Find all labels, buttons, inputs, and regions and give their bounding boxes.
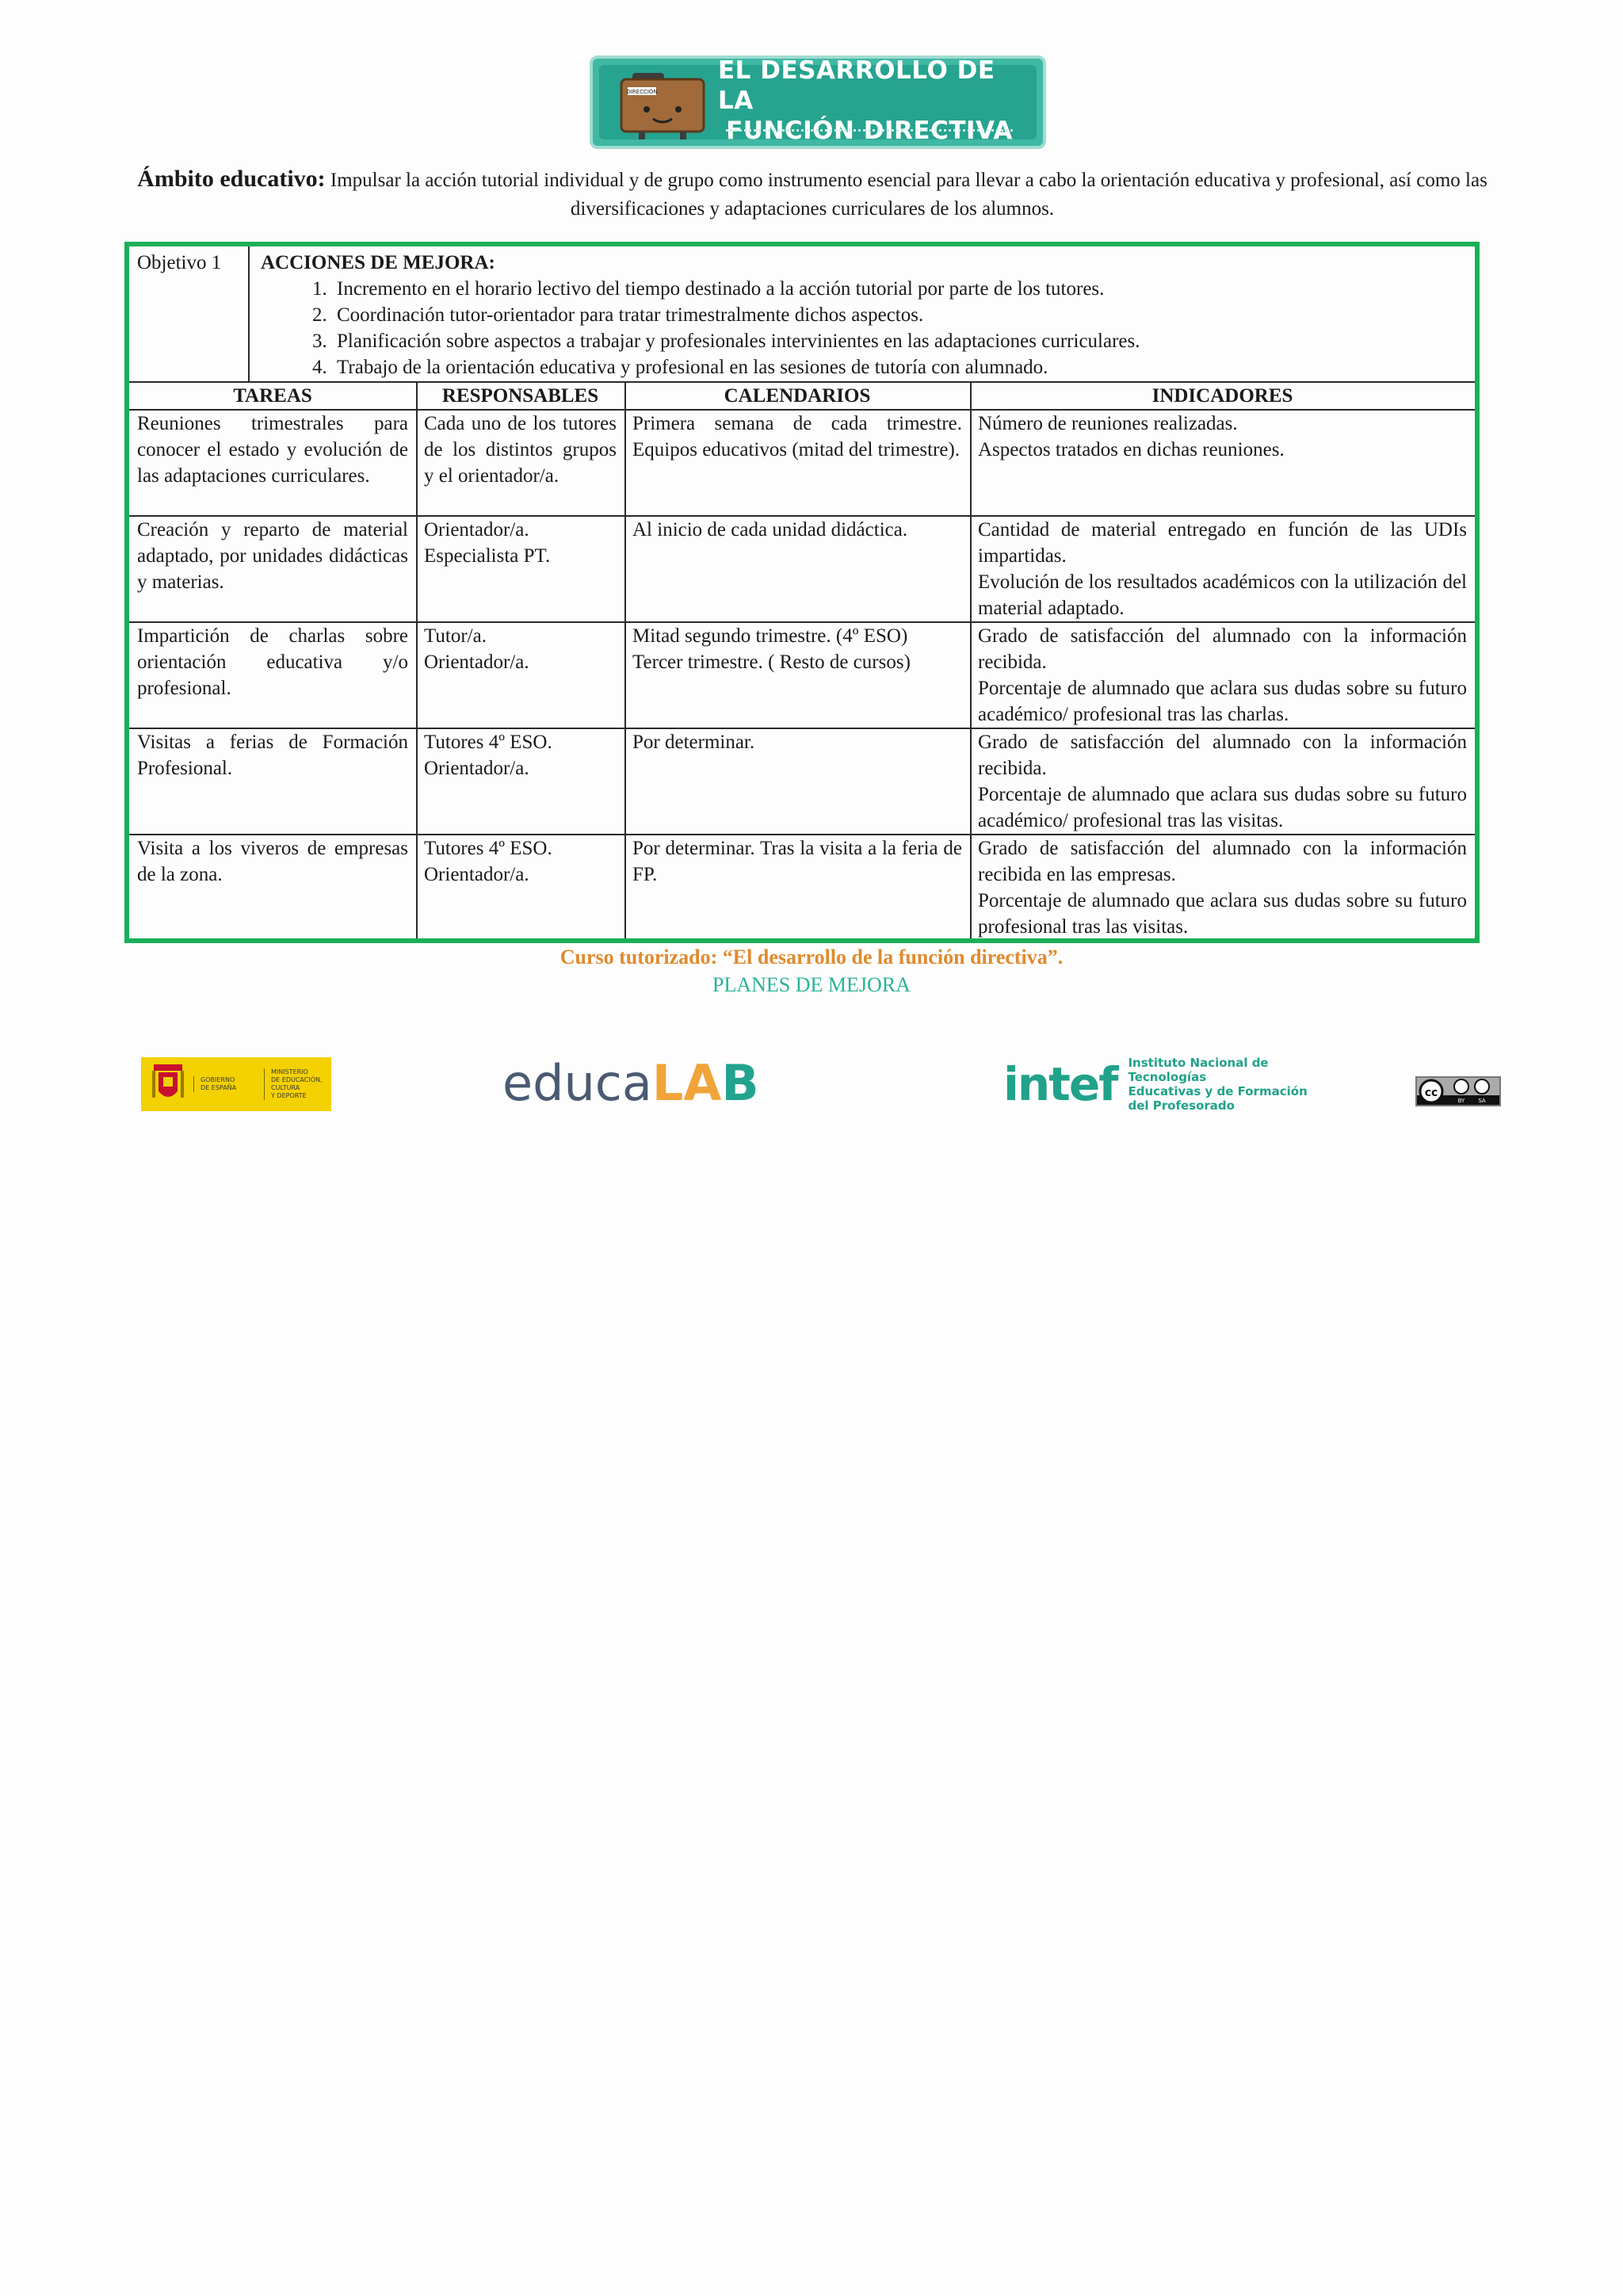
responsable-line: Orientador/a. bbox=[424, 864, 529, 885]
gobierno-line: GOBIERNO bbox=[200, 1076, 235, 1083]
table-row bbox=[632, 835, 962, 888]
ministerio-line: Y DEPORTE bbox=[271, 1092, 307, 1099]
educalab-logo bbox=[502, 1052, 759, 1115]
responsable-line: Orientador/a. bbox=[424, 651, 529, 673]
table-row bbox=[632, 729, 962, 755]
indicador-line: Cantidad de material entregado en función de las UDIs impartidas. bbox=[978, 519, 1467, 567]
table-row bbox=[424, 729, 617, 781]
table-row bbox=[424, 517, 617, 569]
briefcase-badge: DIRECCIÓN bbox=[626, 89, 658, 95]
accion-item: 3. Planificación sobre aspectos a trabajar y profesionales intervinientes en las adaptaciones curriculares. bbox=[332, 328, 1467, 354]
accion-item: 4. Trabajo de la orientación educativa y profesional en las sesiones de tutoría con alumnado. bbox=[332, 354, 1467, 380]
indicador-line: Evolución de los resultados académicos con la utilización del material adaptado. bbox=[978, 571, 1467, 619]
calendario-line: Tercer trimestre. ( Resto de cursos) bbox=[632, 651, 911, 673]
responsable-line: Orientador/a. bbox=[424, 519, 529, 541]
table-row bbox=[424, 835, 617, 888]
ministerio-line: MINISTERIO bbox=[271, 1068, 308, 1075]
intef-desc-line: del Profesorado bbox=[1128, 1098, 1235, 1113]
gobierno-logo bbox=[141, 1057, 331, 1111]
tarea-cell: Visita a los viveros de empresas de la zona. bbox=[137, 838, 408, 885]
course-banner bbox=[590, 55, 1046, 149]
table-row bbox=[424, 623, 617, 675]
table-row bbox=[632, 411, 962, 463]
educalab-educa: educa bbox=[502, 1054, 652, 1112]
objective-divider bbox=[248, 246, 250, 381]
gobierno-line: DE ESPAÑA bbox=[200, 1084, 237, 1091]
educalab-la: LA bbox=[651, 1054, 722, 1112]
intef-desc-line: Instituto Nacional de Tecnologías bbox=[1128, 1056, 1269, 1084]
table-row bbox=[632, 517, 962, 543]
educalab-b: B bbox=[721, 1054, 759, 1112]
column-divider bbox=[624, 381, 626, 938]
intef-logo bbox=[1003, 1056, 1310, 1113]
calendario-line: Mitad segundo trimestre. (4º ESO) bbox=[632, 625, 908, 647]
tarea-cell: Reuniones trimestrales para conocer el estado y evolución de las adaptaciones curriculares. bbox=[137, 413, 408, 487]
tarea-cell: Creación y reparto de material adaptado, por unidades didácticas y materias. bbox=[137, 519, 408, 593]
intef-description bbox=[1128, 1056, 1310, 1113]
banner-title-line1: EL DESARROLLO DE LA bbox=[718, 56, 995, 115]
calendario-cell: Por determinar. bbox=[632, 732, 755, 753]
table-row bbox=[632, 623, 962, 675]
table-row bbox=[137, 623, 408, 701]
ambito-text: Impulsar la acción tutorial individual y de grupo como instrumento esencial para llevar a cabo la orientación educativa y profesional, así como las diversificaciones y adaptaciones curriculares de los alumnos. bbox=[325, 170, 1487, 220]
table-row bbox=[978, 729, 1467, 834]
header-calendarios: CALENDARIOS bbox=[724, 385, 871, 407]
curso-tutorizado: Curso tutorizado: “El desarrollo de la función directiva”. bbox=[559, 946, 1064, 968]
acciones-title: ACCIONES DE MEJORA: bbox=[261, 252, 495, 273]
header-indicadores: INDICADORES bbox=[1151, 385, 1293, 407]
ministerio-text bbox=[264, 1068, 327, 1100]
banner-inner bbox=[599, 56, 1037, 145]
indicador-line: Grado de satisfacción del alumnado con la información recibida en las empresas. bbox=[978, 838, 1467, 885]
banner-title-line2: FUNCIÓN DIRECTIVA bbox=[726, 117, 1013, 145]
coat-of-arms-icon bbox=[151, 1063, 185, 1106]
table-row bbox=[978, 411, 1467, 463]
calendario-cell: Por determinar. Tras la visita a la feria de FP. bbox=[632, 838, 962, 885]
table-row bbox=[978, 835, 1467, 940]
table-row bbox=[978, 623, 1467, 728]
calendario-cell: Al inicio de cada unidad didáctica. bbox=[632, 519, 908, 541]
cc-by-sa-icon bbox=[1415, 1076, 1501, 1106]
table-row bbox=[137, 729, 408, 781]
ambito-label: Ámbito educativo: bbox=[137, 166, 326, 192]
header-tareas: TAREAS bbox=[233, 385, 312, 407]
planes-de-mejora: PLANES DE MEJORA bbox=[712, 973, 911, 996]
svg-text:cc: cc bbox=[1424, 1087, 1438, 1099]
indicador-line: Número de reuniones realizadas. bbox=[978, 413, 1238, 434]
plan-table bbox=[124, 242, 1480, 943]
cc-by-label: BY bbox=[1457, 1098, 1465, 1104]
indicador-line: Grado de satisfacción del alumnado con la información recibida. bbox=[978, 732, 1467, 779]
intef-desc-line: Educativas y de Formación bbox=[1128, 1084, 1308, 1098]
indicador-line: Grado de satisfacción del alumnado con la información recibida. bbox=[978, 625, 1467, 673]
responsable-line: Tutores 4º ESO. bbox=[424, 838, 552, 859]
table-row bbox=[137, 835, 408, 888]
indicador-line: Aspectos tratados en dichas reuniones. bbox=[978, 439, 1285, 460]
responsable-line: Tutores 4º ESO. bbox=[424, 732, 552, 753]
cc-by-sa-badge bbox=[1417, 1078, 1499, 1105]
banner-title bbox=[718, 56, 1021, 145]
responsable-line: Orientador/a. bbox=[424, 758, 529, 779]
responsables-cell: Cada uno de los tutores de los distintos grupos y el orientador/a. bbox=[424, 413, 617, 487]
ministerio-line: DE EDUCACIÓN, CULTURA bbox=[271, 1076, 323, 1091]
gobierno-text bbox=[193, 1076, 256, 1092]
ambito-educativo-paragraph bbox=[127, 165, 1498, 223]
table-row bbox=[424, 411, 617, 489]
tarea-cell: Impartición de charlas sobre orientación educativa y/o profesional. bbox=[137, 625, 408, 699]
indicador-line: Porcentaje de alumnado que aclara sus dudas sobre su futuro profesional tras las visitas. bbox=[978, 890, 1467, 938]
responsable-line: Especialista PT. bbox=[424, 545, 551, 567]
accion-item: 1. Incremento en el horario lectivo del tiempo destinado a la acción tutorial por parte de los tutores. bbox=[332, 276, 1467, 302]
column-divider bbox=[970, 381, 972, 938]
intef-wordmark: intef bbox=[1003, 1057, 1117, 1111]
header-responsables: RESPONSABLES bbox=[441, 385, 599, 407]
responsable-line: Tutor/a. bbox=[424, 625, 487, 647]
acciones-de-mejora bbox=[261, 250, 1467, 380]
tarea-cell: Visitas a ferias de Formación Profesional. bbox=[137, 732, 408, 779]
indicador-line: Porcentaje de alumnado que aclara sus dudas sobre su futuro académico/ profesional tras las visitas. bbox=[978, 784, 1467, 831]
briefcase-character-icon bbox=[615, 68, 710, 141]
acciones-list bbox=[261, 276, 1467, 380]
accion-item: 2. Coordinación tutor-orientador para tratar trimestralmente dichos aspectos. bbox=[332, 302, 1467, 328]
objective-label: Objetivo 1 bbox=[137, 252, 222, 273]
cc-sa-label: SA bbox=[1478, 1098, 1486, 1104]
educalab-lab bbox=[652, 1054, 759, 1112]
calendario-cell: Primera semana de cada trimestre. Equipos educativos (mitad del trimestre). bbox=[632, 413, 962, 460]
indicador-line: Porcentaje de alumnado que aclara sus dudas sobre su futuro académico/ profesional tras las charlas. bbox=[978, 678, 1467, 725]
column-divider bbox=[416, 381, 418, 938]
table-row bbox=[137, 411, 408, 489]
table-row bbox=[137, 517, 408, 595]
banner-dotted-rule bbox=[726, 129, 1013, 132]
table-row bbox=[978, 517, 1467, 621]
